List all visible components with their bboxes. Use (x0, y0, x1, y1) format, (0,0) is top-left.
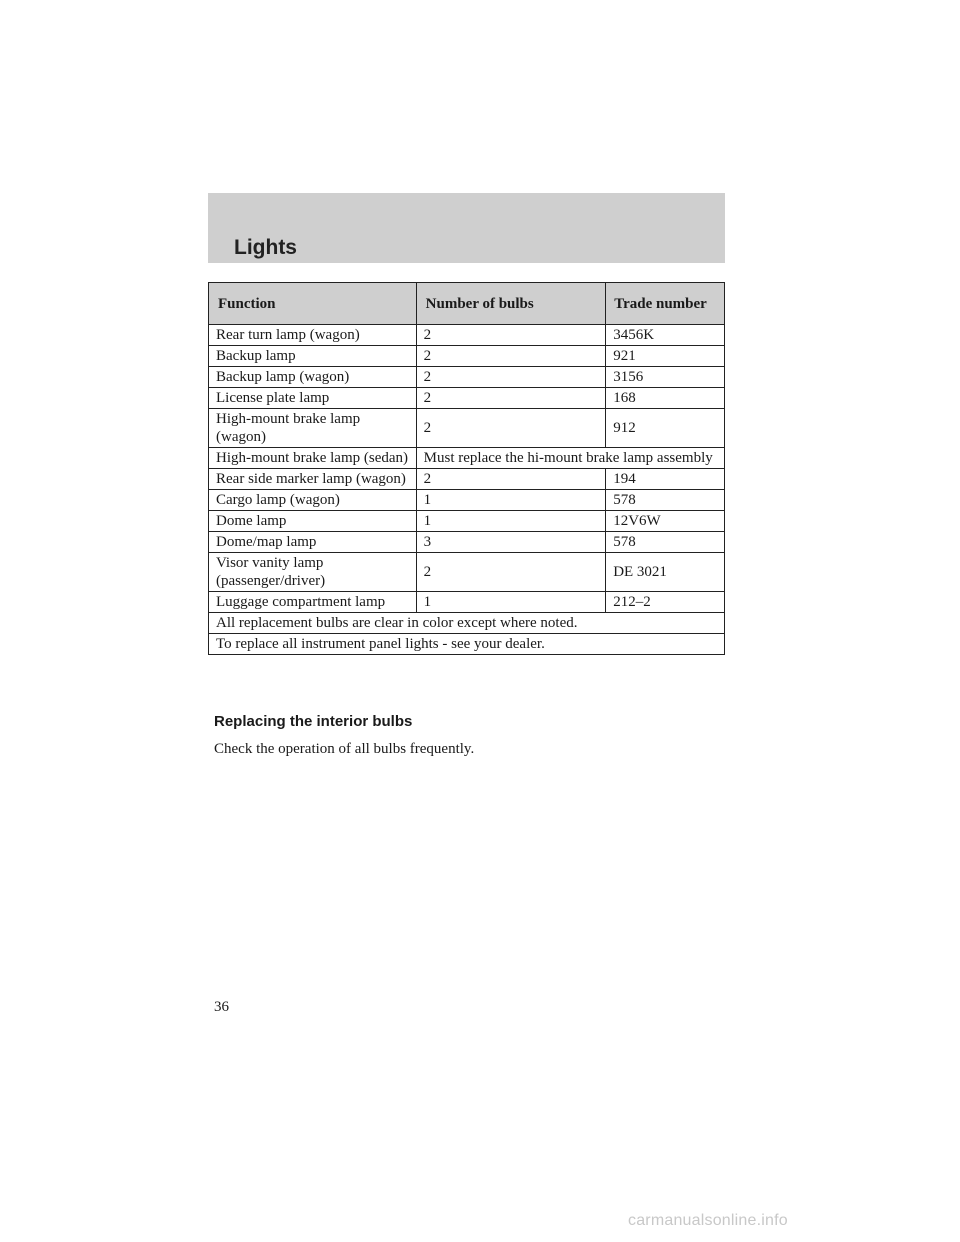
cell-trade: 194 (606, 469, 725, 490)
cell-count: 1 (416, 511, 606, 532)
cell-count: 2 (416, 553, 606, 592)
table-row (209, 367, 725, 388)
section-heading: Replacing the interior bulbs (214, 713, 413, 730)
footnote-instrument-panel: To replace all instrument panel lights - see your dealer. (209, 634, 725, 655)
table-row (209, 490, 725, 511)
watermark-text: carmanualsonline.info (628, 1212, 788, 1229)
page-number: 36 (214, 999, 229, 1015)
cell-function: License plate lamp (209, 388, 417, 409)
table-row (209, 388, 725, 409)
table-footnote-row (209, 613, 725, 634)
footnote-clear-color: All replacement bulbs are clear in color except where noted. (209, 613, 725, 634)
table-row (209, 469, 725, 490)
cell-count: 2 (416, 346, 606, 367)
cell-function: Luggage compartment lamp (209, 592, 417, 613)
column-header-number-of-bulbs: Number of bulbs (416, 283, 606, 325)
cell-trade: 212–2 (606, 592, 725, 613)
cell-trade: 3156 (606, 367, 725, 388)
cell-function: Rear side marker lamp (wagon) (209, 469, 417, 490)
cell-trade: DE 3021 (606, 553, 725, 592)
table-row (209, 532, 725, 553)
cell-trade: 578 (606, 532, 725, 553)
cell-function: Dome/map lamp (209, 532, 417, 553)
table-row (209, 409, 725, 448)
cell-function: High-mount brake lamp (sedan) (209, 448, 417, 469)
cell-trade: 921 (606, 346, 725, 367)
cell-function: Rear turn lamp (wagon) (209, 325, 417, 346)
cell-count: 2 (416, 367, 606, 388)
table-row (209, 346, 725, 367)
cell-count: 1 (416, 490, 606, 511)
table-footnote-row (209, 634, 725, 655)
cell-count: 2 (416, 325, 606, 346)
cell-function: Backup lamp (209, 346, 417, 367)
table-row (209, 448, 725, 469)
table-row (209, 592, 725, 613)
cell-note: Must replace the hi-mount brake lamp assembly (416, 448, 724, 469)
cell-count: 3 (416, 532, 606, 553)
table-header-row (209, 283, 725, 325)
cell-count: 2 (416, 409, 606, 448)
cell-count: 1 (416, 592, 606, 613)
cell-function: Cargo lamp (wagon) (209, 490, 417, 511)
cell-function: High-mount brake lamp (wagon) (209, 409, 417, 448)
cell-trade: 3456K (606, 325, 725, 346)
cell-count: 2 (416, 469, 606, 490)
cell-trade: 168 (606, 388, 725, 409)
column-header-trade-number: Trade number (606, 283, 725, 325)
cell-function: Dome lamp (209, 511, 417, 532)
cell-trade: 578 (606, 490, 725, 511)
cell-trade: 912 (606, 409, 725, 448)
body-paragraph: Check the operation of all bulbs frequently. (214, 741, 475, 757)
column-header-function: Function (209, 283, 417, 325)
cell-count: 2 (416, 388, 606, 409)
section-header-band (208, 193, 725, 263)
page-title: Lights (234, 236, 297, 259)
cell-function: Visor vanity lamp (passenger/driver) (209, 553, 417, 592)
table-row (209, 325, 725, 346)
cell-trade: 12V6W (606, 511, 725, 532)
cell-function: Backup lamp (wagon) (209, 367, 417, 388)
table-row (209, 511, 725, 532)
bulb-specification-table (208, 282, 725, 655)
table-row (209, 553, 725, 592)
